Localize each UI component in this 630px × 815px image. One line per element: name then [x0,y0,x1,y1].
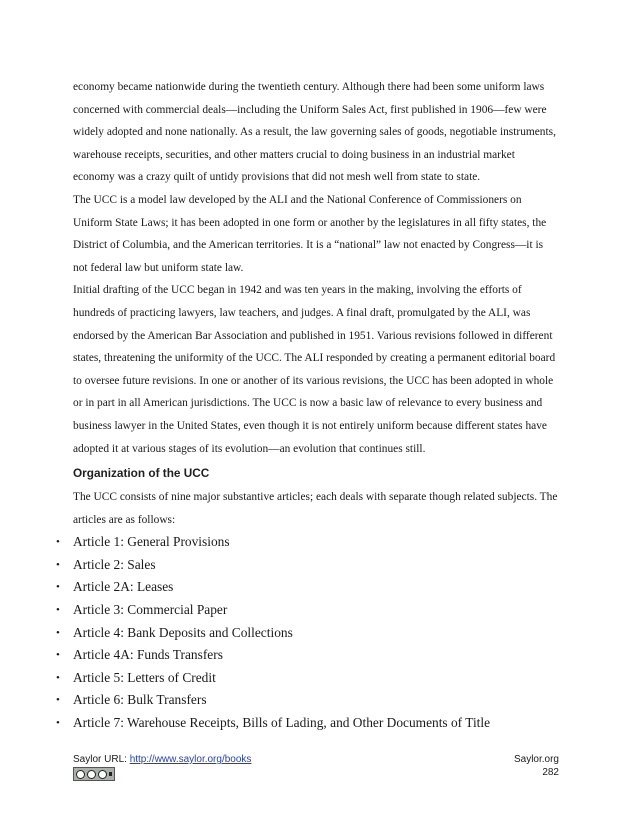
bullet-icon: • [56,671,60,684]
list-item [56,622,559,645]
section-heading: Organization of the UCC [73,466,210,481]
list-item [56,554,559,577]
page-number: 282 [542,767,559,778]
footer-site-info [514,753,559,779]
list-item [56,644,559,667]
bullet-icon: • [56,604,60,617]
list-item [56,667,559,690]
source-label: Saylor URL: [73,754,130,765]
bullet-icon: • [56,626,60,639]
list-item [56,531,559,554]
paragraph-1: economy became nationwide during the twentieth century. Although there had been some uniform laws concerned with commercial deals—including the Uniform Sales Act, first published in 1906—few were widely adopted and none nationally. As a result, the law governing sales of goods, negotiable instruments, warehouse receipts, securities, and other matters crucial to doing business in an industrial market economy was a crazy quilt of untidy provisions that did not mesh well from state to state. [73,81,556,184]
page-content [56,76,559,735]
article-label: Article 5: Letters of Credit [73,669,216,685]
article-label: Article 1: General Provisions [73,534,230,550]
bullet-icon: • [56,558,60,571]
article-label: Article 6: Bulk Transfers [73,692,207,708]
footer-source [73,753,251,766]
bullet-icon: • [56,694,60,707]
section-intro: The UCC consists of nine major substantive articles; each deals with separate though related subjects. The articles are as follows: [73,491,558,526]
article-list [56,531,559,734]
list-item [56,576,559,599]
bullet-icon: • [56,717,60,730]
bullet-icon: • [56,581,60,594]
list-item [56,689,559,712]
bullet-icon: • [56,649,60,662]
article-label: Article 3: Commercial Paper [73,602,228,618]
list-item [56,599,559,622]
site-name: Saylor.org [513,754,559,765]
source-link[interactable]: http://www.saylor.org/books [129,754,252,765]
article-label: Article 2: Sales [73,556,156,572]
bullet-icon: • [56,536,60,549]
article-label: Article 4: Bank Deposits and Collections [73,624,293,640]
list-item [56,712,559,735]
paragraph-2: The UCC is a model law developed by the ALI and the National Conference of Commissioners on Uniform State Laws; it has been adopted in one form or another by the legislatures in all fifty states, the District of Columbia, and the American territories. It is a “national” law not enacted by Congress—it is not federal law but uniform state law. [73,193,547,274]
article-label: Article 7: Warehouse Receipts, Bills of Lading, and Other Documents of Title [73,715,491,731]
cc-by-nc-sa-icon [73,767,115,781]
article-label: Article 4A: Funds Transfers [73,647,223,663]
article-label: Article 2A: Leases [73,579,174,595]
paragraph-3: Initial drafting of the UCC began in 1942 and was ten years in the making, involving the efforts of hundreds of practicing lawyers, law teachers, and judges. A final draft, promulgated by the ALI, was endorsed by the American Bar Association and published in 1951. Various revisions followed in different states, threatening the uniformity of the UCC. The ALI responded by creating a permanent editorial board to oversee future revisions. In one or another of its various revisions, the UCC has been adopted in whole or in part in all American jurisdictions. The UCC is now a basic law of relevance to every business and business lawyer in the United States, even though it is not entirely uniform because different states have adopted it at various stages of its evolution—an evolution that continues still. [73,284,556,455]
